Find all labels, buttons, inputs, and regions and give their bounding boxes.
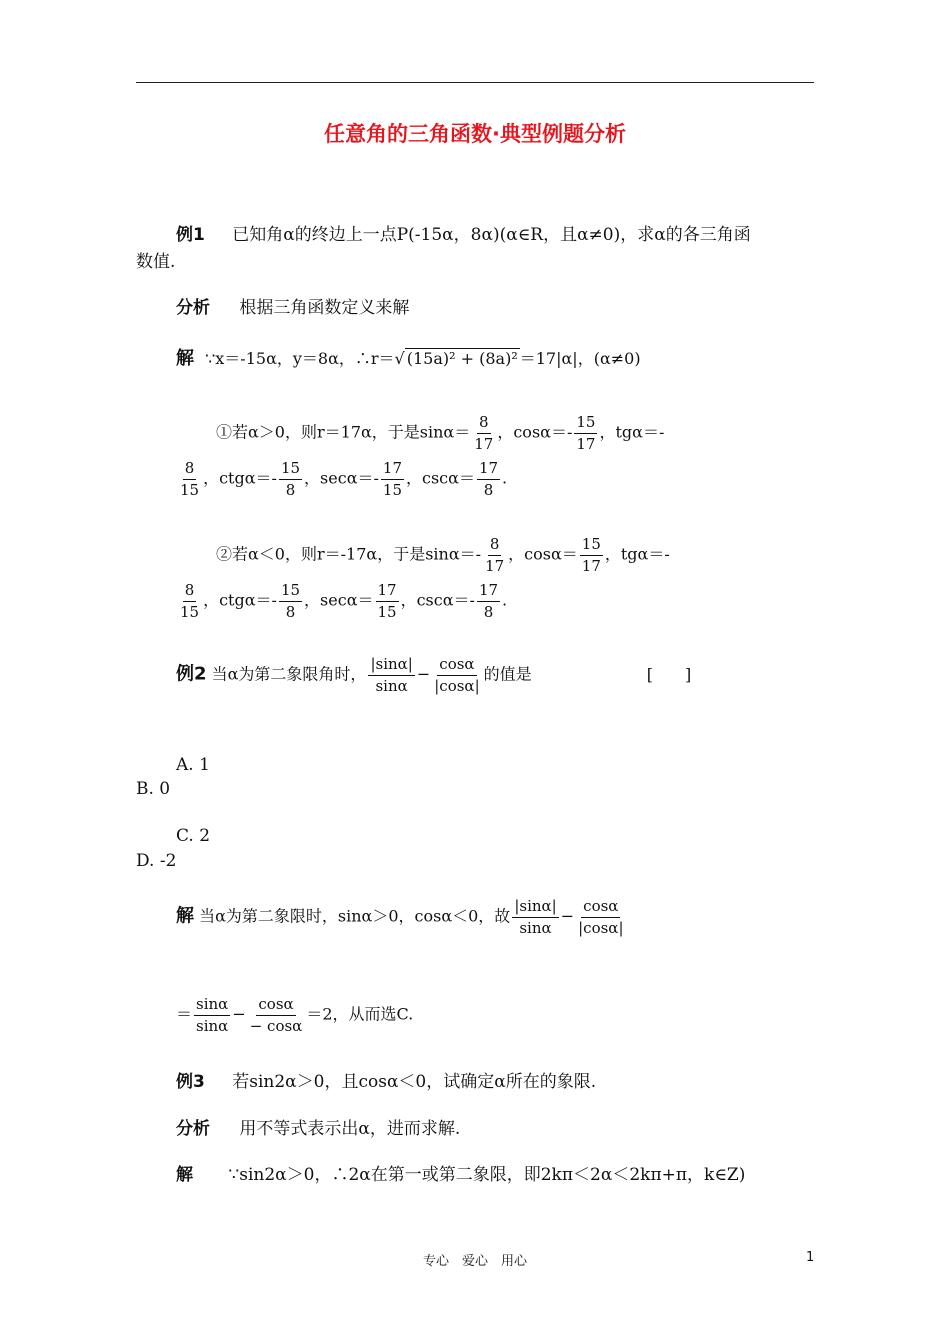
example-3 bbox=[176, 1067, 596, 1092]
solution-1-label: 解 bbox=[176, 348, 194, 369]
denominator: 8 bbox=[483, 602, 494, 621]
case-2-text-d: ，ctgα＝- bbox=[203, 590, 277, 610]
numerator: 8 bbox=[183, 582, 197, 602]
case-2-text-e: ，secα＝ bbox=[304, 590, 374, 610]
example-2-label: 例2 bbox=[176, 663, 207, 685]
case-2-text-g: . bbox=[502, 590, 508, 610]
numerator: 15 bbox=[580, 536, 603, 556]
numerator: sinα bbox=[194, 996, 230, 1016]
denominator: sinα bbox=[519, 918, 552, 937]
fraction bbox=[574, 414, 597, 452]
case-1-text-g: . bbox=[502, 468, 508, 488]
fraction bbox=[279, 460, 302, 498]
numerator: cosα bbox=[437, 656, 476, 676]
numerator: 8 bbox=[183, 460, 197, 480]
fraction bbox=[376, 582, 399, 620]
solution-3-label: 解 bbox=[176, 1165, 193, 1185]
denominator: 15 bbox=[180, 480, 200, 499]
case-1-line1 bbox=[216, 414, 664, 452]
minus-sign: − bbox=[232, 1004, 246, 1024]
case-2-text-c: ，tgα＝- bbox=[604, 544, 670, 564]
fraction bbox=[483, 536, 506, 574]
solution-2-label: 解 bbox=[176, 905, 194, 927]
case-1-text-d: ，ctgα＝- bbox=[203, 468, 277, 488]
numerator: 15 bbox=[574, 414, 597, 434]
analysis-3-label: 分析 bbox=[176, 1119, 210, 1139]
numerator: 17 bbox=[376, 582, 399, 602]
denominator: sinα bbox=[375, 676, 408, 695]
numerator: 17 bbox=[381, 460, 404, 480]
option-d: D. -2 bbox=[136, 851, 177, 871]
denominator: − cosα bbox=[249, 1016, 303, 1035]
example-1-text: 已知角α的终边上一点P(-15α，8α)(α∈R，且α≠0)，求α的各三角函 bbox=[232, 225, 751, 245]
header-rule bbox=[136, 82, 814, 83]
page-title: 任意角的三角函数·典型例题分析 bbox=[324, 122, 626, 146]
fraction bbox=[178, 582, 201, 620]
denominator: 17 bbox=[581, 556, 601, 575]
numerator: 15 bbox=[279, 460, 302, 480]
numerator: 15 bbox=[279, 582, 302, 602]
fraction bbox=[248, 996, 305, 1034]
example-2-pre: 当α为第二象限角时， bbox=[211, 664, 367, 684]
denominator: 8 bbox=[285, 602, 296, 621]
solution-3-text: ∵sin2α＞0，∴2α在第一或第二象限，即2kπ＜2α＜2kπ+π，k∈Z) bbox=[228, 1165, 746, 1185]
solution-1-pre: ∵x＝-15α，y＝8α，∴r＝ bbox=[205, 349, 395, 368]
case-2-text-a: ②若α＜0，则r＝-17α，于是sinα＝- bbox=[216, 544, 482, 564]
case-1-text-a: ①若α＞0，则r＝17α，于是sinα＝ bbox=[216, 422, 471, 442]
fraction bbox=[580, 536, 603, 574]
option-c: C. 2 bbox=[176, 826, 211, 846]
fraction bbox=[381, 460, 404, 498]
denominator: 17 bbox=[485, 556, 505, 575]
denominator: 8 bbox=[483, 480, 494, 499]
case-2-text-f: ，cscα＝- bbox=[400, 590, 475, 610]
solution-3 bbox=[176, 1160, 745, 1185]
numerator: 17 bbox=[477, 582, 500, 602]
case-1-text-b: ，cosα＝- bbox=[497, 422, 573, 442]
fraction bbox=[178, 460, 201, 498]
numerator: 8 bbox=[477, 414, 491, 434]
example-2 bbox=[176, 656, 691, 694]
solution-1-post: ＝17|α|，(α≠0) bbox=[519, 349, 641, 368]
numerator: |sinα| bbox=[512, 898, 558, 918]
denominator: 15 bbox=[180, 602, 200, 621]
numerator: 8 bbox=[488, 536, 502, 556]
solution-1: 解 ∵x＝-15α，y＝8α，∴r＝√ (15a)² + (8a)² ＝17|α|，(α≠0) bbox=[176, 348, 641, 369]
example-2-post: 的值是 bbox=[483, 664, 532, 684]
example-1-line2: 数值. bbox=[136, 252, 176, 272]
analysis-1-label: 分析 bbox=[176, 298, 210, 318]
minus-sign: − bbox=[560, 906, 575, 926]
fraction bbox=[512, 898, 558, 936]
fraction bbox=[477, 460, 500, 498]
case-2-line1 bbox=[216, 536, 670, 574]
case-2-line2 bbox=[176, 582, 507, 620]
analysis-3-text: 用不等式表示出α，进而求解. bbox=[239, 1119, 461, 1139]
denominator: |cosα| bbox=[578, 918, 624, 937]
numerator: cosα bbox=[581, 898, 620, 918]
case-1-text-e: ，secα＝- bbox=[304, 468, 379, 488]
example-1-line1 bbox=[176, 220, 751, 245]
footer-motto: 专心 爱心 用心 bbox=[422, 1254, 527, 1269]
solution-2-pre: 当α为第二象限时，sinα＞0，cosα＜0，故 bbox=[199, 906, 511, 926]
case-1-line2 bbox=[176, 460, 507, 498]
page-number: 1 bbox=[806, 1250, 815, 1265]
analysis-1-text: 根据三角函数定义来解 bbox=[239, 298, 410, 318]
denominator: 17 bbox=[576, 434, 596, 453]
option-a: A. 1 bbox=[176, 755, 210, 775]
example-1-label: 例1 bbox=[176, 225, 205, 245]
minus-sign: − bbox=[416, 664, 431, 684]
case-2-text-b: ，cosα＝ bbox=[508, 544, 578, 564]
solution-2-post: ＝2，从而选C. bbox=[306, 1004, 414, 1024]
answer-bracket: [ ] bbox=[646, 664, 692, 684]
case-1-text-f: ，cscα＝ bbox=[406, 468, 475, 488]
numerator: 17 bbox=[477, 460, 500, 480]
denominator: 17 bbox=[474, 434, 494, 453]
fraction bbox=[194, 996, 230, 1034]
solution-1-radicand: (15a)² + (8a)² bbox=[406, 349, 518, 368]
denominator: sinα bbox=[196, 1016, 229, 1035]
example-3-label: 例3 bbox=[176, 1072, 205, 1092]
analysis-3 bbox=[176, 1114, 460, 1139]
fraction bbox=[279, 582, 302, 620]
numerator: cosα bbox=[256, 996, 295, 1016]
equals-sign: ＝ bbox=[176, 1004, 193, 1024]
fraction bbox=[477, 582, 500, 620]
denominator: 15 bbox=[377, 602, 397, 621]
fraction bbox=[432, 656, 481, 694]
analysis-1 bbox=[176, 293, 409, 318]
denominator: 15 bbox=[382, 480, 402, 499]
example-3-text: 若sin2α＞0，且cosα＜0，试确定α所在的象限. bbox=[232, 1072, 597, 1092]
fraction bbox=[576, 898, 625, 936]
denominator: 8 bbox=[285, 480, 296, 499]
fraction bbox=[368, 656, 414, 694]
solution-2-line1 bbox=[176, 898, 628, 936]
numerator: |sinα| bbox=[368, 656, 414, 676]
fraction bbox=[472, 414, 495, 452]
denominator: |cosα| bbox=[434, 676, 480, 695]
option-b: B. 0 bbox=[136, 779, 171, 799]
solution-2-line2 bbox=[176, 996, 413, 1034]
case-1-text-c: ，tgα＝- bbox=[599, 422, 665, 442]
